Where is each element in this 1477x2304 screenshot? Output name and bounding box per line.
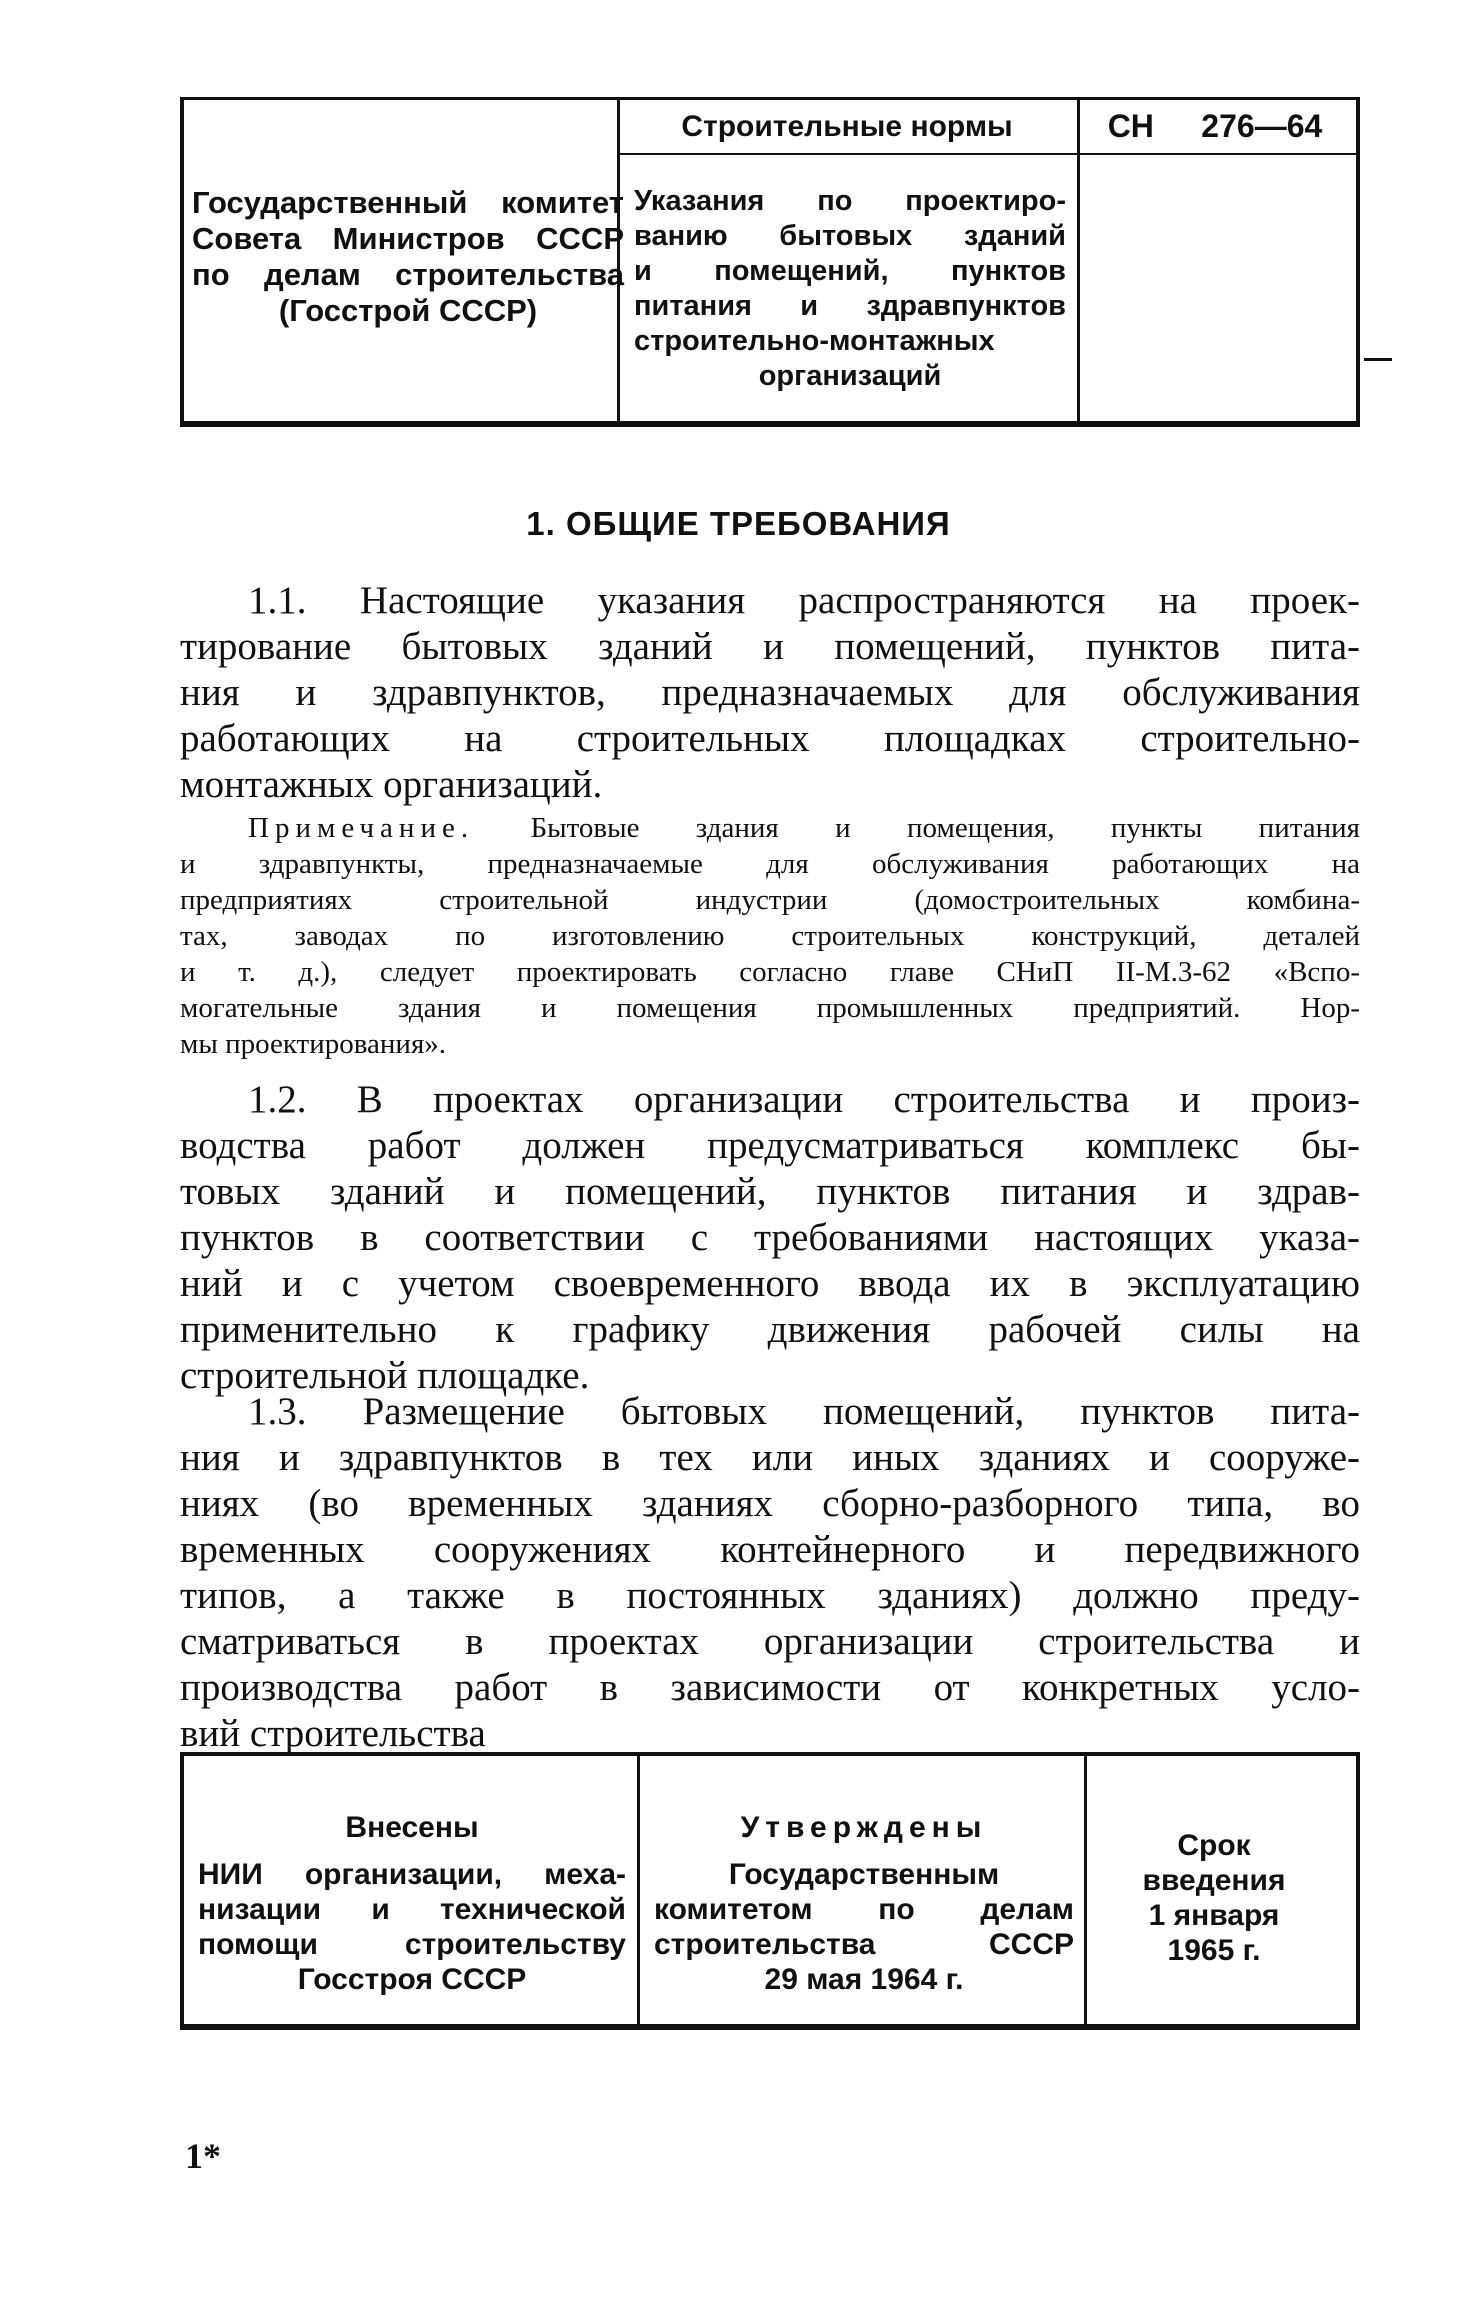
- doc-title: [634, 184, 1066, 394]
- doc-kind: Строительные нормы: [681, 110, 1013, 143]
- doc-number-value: 276—64: [1201, 108, 1323, 144]
- text-line: ний и с учетом своевременного ввода их в эксплуатацию: [180, 1262, 1360, 1305]
- title-line: питания и здравпунктов: [634, 290, 1066, 322]
- title-line: ванию бытовых зданий: [634, 220, 1066, 252]
- text-line: пунктов в соответствии с требованиями настоящих указа-: [180, 1216, 1360, 1259]
- page-folio: 1*: [185, 2136, 221, 2176]
- title-line: строительно-монтажных: [634, 325, 995, 357]
- text-line: 1.2. В проектах организации строительства и произ-: [248, 1078, 1360, 1121]
- approved-by-cell: [654, 1810, 1074, 1997]
- title-line: организаций: [758, 360, 942, 392]
- effective-line: Срок: [1177, 1829, 1251, 1862]
- note-label: Примечание.: [248, 812, 475, 844]
- approved-label: Утверждены: [740, 1811, 988, 1844]
- issuer-block: [192, 185, 624, 329]
- text-line: производства работ в зависимости от конкретных усло-: [180, 1666, 1360, 1709]
- text-line: монтажных организаций.: [180, 763, 603, 806]
- issuer-line: Государственный комитет: [192, 185, 624, 220]
- submitted-line: помощи строительству: [198, 1928, 626, 1961]
- text-line: типов, а также в постоянных зданиях) должно преду-: [180, 1574, 1360, 1617]
- text-line: вий строительства: [180, 1712, 486, 1755]
- issuer-line: (Госстрой СССР): [278, 293, 538, 328]
- text-line: работающих на строительных площадках строительно-: [180, 717, 1360, 760]
- footer-table: [180, 1752, 1360, 2030]
- approved-line: Государственным: [728, 1858, 1000, 1891]
- header-rule: [1080, 153, 1356, 155]
- note-line: тах, заводах по изготовлению строительных конструкций, деталей: [180, 920, 1360, 952]
- section-heading: 1. ОБЩИЕ ТРЕБОВАНИЯ: [526, 505, 951, 542]
- text-line: строительной площадке.: [180, 1354, 590, 1397]
- note-line: [180, 810, 1360, 846]
- header-table: [180, 97, 1360, 427]
- note-text: Бытовые здания и помещения, пункты питания: [474, 812, 1360, 844]
- text-line: товых зданий и помещений, пунктов питания и здрав-: [180, 1170, 1360, 1213]
- header-divider: [1077, 100, 1080, 421]
- title-line: Указания по проектиро-: [634, 185, 1066, 217]
- submitted-line: низации и технической: [198, 1893, 626, 1926]
- text-line: тирование бытовых зданий и помещений, пунктов пита-: [180, 625, 1360, 668]
- doc-number: [1084, 108, 1346, 145]
- text-line: ния и здравпунктов, предназначаемых для обслуживания: [180, 671, 1360, 714]
- submitted-line: НИИ организации, меха-: [198, 1858, 626, 1891]
- paragraph-1-1: [180, 578, 1360, 808]
- note-line: могательные здания и помещения промышленных предприятий. Нор-: [180, 992, 1360, 1024]
- footer-divider: [637, 1756, 640, 2024]
- note-line: и т. д.), следует проектировать согласно главе СНиП II-М.3-62 «Вспо-: [180, 956, 1360, 988]
- note-line: и здравпункты, предназначаемые для обслуживания работающих на: [180, 848, 1360, 880]
- effective-line: 1 января: [1148, 1899, 1280, 1932]
- header-rule: [620, 153, 1077, 155]
- text-line: временных сооружениях контейнерного и передвижного: [180, 1528, 1360, 1571]
- title-line: и помещений, пунктов: [634, 255, 1066, 287]
- replaces-dash: [1364, 358, 1392, 361]
- approved-line: 29 мая 1964 г.: [764, 1963, 964, 1996]
- issuer-line: Совета Министров СССР: [192, 221, 624, 256]
- paragraph-1-3: [180, 1389, 1360, 1757]
- text-line: ния и здравпунктов в тех или иных зданиях и сооруже-: [180, 1436, 1360, 1479]
- text-line: применительно к графику движения рабочей силы на: [180, 1308, 1360, 1351]
- effective-line: 1965 г.: [1167, 1934, 1261, 1967]
- effective-line: введения: [1142, 1864, 1286, 1897]
- paragraph-1-2: [180, 1077, 1360, 1399]
- text-line: ниях (во временных зданиях сборно-разборного типа, во: [180, 1482, 1360, 1525]
- doc-number-prefix: СН: [1107, 108, 1154, 144]
- effective-date-cell: [1089, 1828, 1339, 1968]
- note-line: мы проектирования».: [180, 1028, 447, 1060]
- submitted-line: Госстроя СССР: [297, 1963, 527, 1996]
- submitted-by-cell: [198, 1810, 626, 1997]
- approved-line: комитетом по делам: [654, 1893, 1074, 1926]
- text-line: 1.1. Настоящие указания распространяются на проек-: [248, 579, 1360, 622]
- text-line: сматриваться в проектах организации строительства и: [180, 1620, 1360, 1663]
- text-line: водства работ должен предусматриваться комплекс бы-: [180, 1124, 1360, 1167]
- approved-line: строительства СССР: [654, 1928, 1074, 1961]
- note: [180, 810, 1360, 1062]
- note-line: предприятиях строительной индустрии (домостроительных комбина-: [180, 884, 1360, 916]
- issuer-line: по делам строительства: [192, 257, 624, 292]
- text-line: 1.3. Размещение бытовых помещений, пунктов пита-: [248, 1390, 1360, 1433]
- submitted-label: Внесены: [345, 1811, 479, 1844]
- footer-divider: [1084, 1756, 1087, 2024]
